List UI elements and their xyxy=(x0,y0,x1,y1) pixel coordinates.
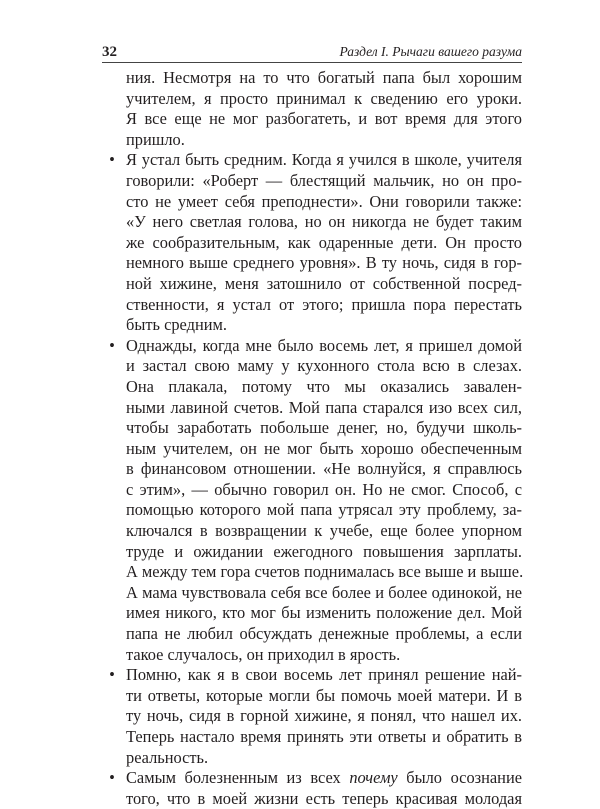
text-line: помощью которого мой папа утрясал эту проблему, за- xyxy=(126,500,522,520)
bullet-item-mother xyxy=(102,336,522,666)
page-header xyxy=(102,43,522,63)
text-segment: было осознание xyxy=(397,768,522,788)
text-line: в финансовом отношении. «Не волнуйся, я справлюсь xyxy=(126,459,522,479)
text-line: того, что в моей жизни есть теперь красивая молодая xyxy=(126,788,522,808)
text-line: имея никого, кто мог бы изменить положение дел. Мой xyxy=(126,603,522,623)
text-line: ными лавиной счетов. Мой папа старался изо всех сил, xyxy=(126,397,522,417)
bullet-icon: • xyxy=(109,150,115,170)
text-line: ния. Несмотря на то что богатый папа был хорошим xyxy=(126,68,522,87)
bullet-icon: • xyxy=(109,335,115,355)
bullet-item-answers xyxy=(102,665,522,768)
text-line: немного выше среднего уровня». В ту ночь, сидя в гор- xyxy=(126,253,522,273)
text-line: быть средним. xyxy=(126,315,227,335)
text-line: сто не умеет себя преподнести». Они говорили также: xyxy=(126,191,522,211)
text-line: Я устал быть средним. Когда я учился в школе, учителя xyxy=(126,150,522,170)
text-line xyxy=(126,768,522,789)
text-line: пришло. xyxy=(126,129,185,149)
text-line: ти ответы, которые могли бы помочь моей матери. И в xyxy=(126,685,522,705)
continuation-paragraph xyxy=(102,68,522,150)
text-line: Теперь настало время принять эти ответы и обратить в xyxy=(126,727,522,746)
text-line: ту ночь, сидя в горной хижине, я понял, что нашел их. xyxy=(126,706,522,726)
header-rule xyxy=(102,62,522,63)
text-line: учителем, я просто принимал к сведению его уроки. xyxy=(126,88,522,108)
text-segment: Самым болезненным из всех xyxy=(126,768,350,788)
text-line: папа не любил обсуждать денежные проблемы, а если xyxy=(126,624,522,644)
text-line: чтобы заработать побольше денег, но, будучи школь- xyxy=(126,418,522,438)
page-body xyxy=(102,68,522,809)
text-line: труде и ожидании ежегодного повышения зарплаты. xyxy=(126,541,522,561)
page-number: 32 xyxy=(102,44,117,60)
text-line: ным учителем, он не мог быть хорошо обеспеченным xyxy=(126,438,522,458)
text-line: Помню, как я в свои восемь лет принял решение най- xyxy=(126,665,522,685)
running-title: Раздел I. Рычаги вашего разума xyxy=(339,44,522,59)
text-line: ной хижине, меня затошнило от собственной посред- xyxy=(126,273,522,293)
text-line: А между тем гора счетов поднималась все выше и выше. xyxy=(126,562,524,582)
text-line: А мама чувствовала себя все более и более одинокой, не xyxy=(126,582,522,602)
text-line: реальность. xyxy=(126,747,209,767)
text-line: с этим», — обычно говорил он. Но не смог. Способ, с xyxy=(126,479,522,499)
italic-word: почему xyxy=(349,768,398,788)
text-line: Я все еще не мог разбогатеть, и вот время для этого xyxy=(126,109,522,129)
text-line: говорили: «Роберт — блестящий мальчик, но он про- xyxy=(126,170,522,190)
text-line: такое случалось, он приходил в ярость. xyxy=(126,644,401,664)
text-line: Она плакала, потому что мы оказались завален- xyxy=(126,376,522,396)
text-line: «У него светлая голова, но он никогда не будет таким xyxy=(126,212,522,232)
bullet-icon: • xyxy=(109,665,115,685)
text-line: и застал свою маму у кухонного стола всю в слезах. xyxy=(126,356,522,376)
text-line: ственности, я устал от этого; пришла пора перестать xyxy=(126,294,522,314)
bullet-item-painful-why xyxy=(102,768,522,809)
text-line: Однажды, когда мне было восемь лет, я пришел домой xyxy=(126,335,522,355)
bullet-icon: • xyxy=(109,768,115,788)
text-line: же сообразительным, как одаренные дети. Он просто xyxy=(126,232,522,252)
bullet-item-average xyxy=(102,150,522,335)
text-line: ключался в возвращении к учебе, еще более упорном xyxy=(126,521,522,541)
